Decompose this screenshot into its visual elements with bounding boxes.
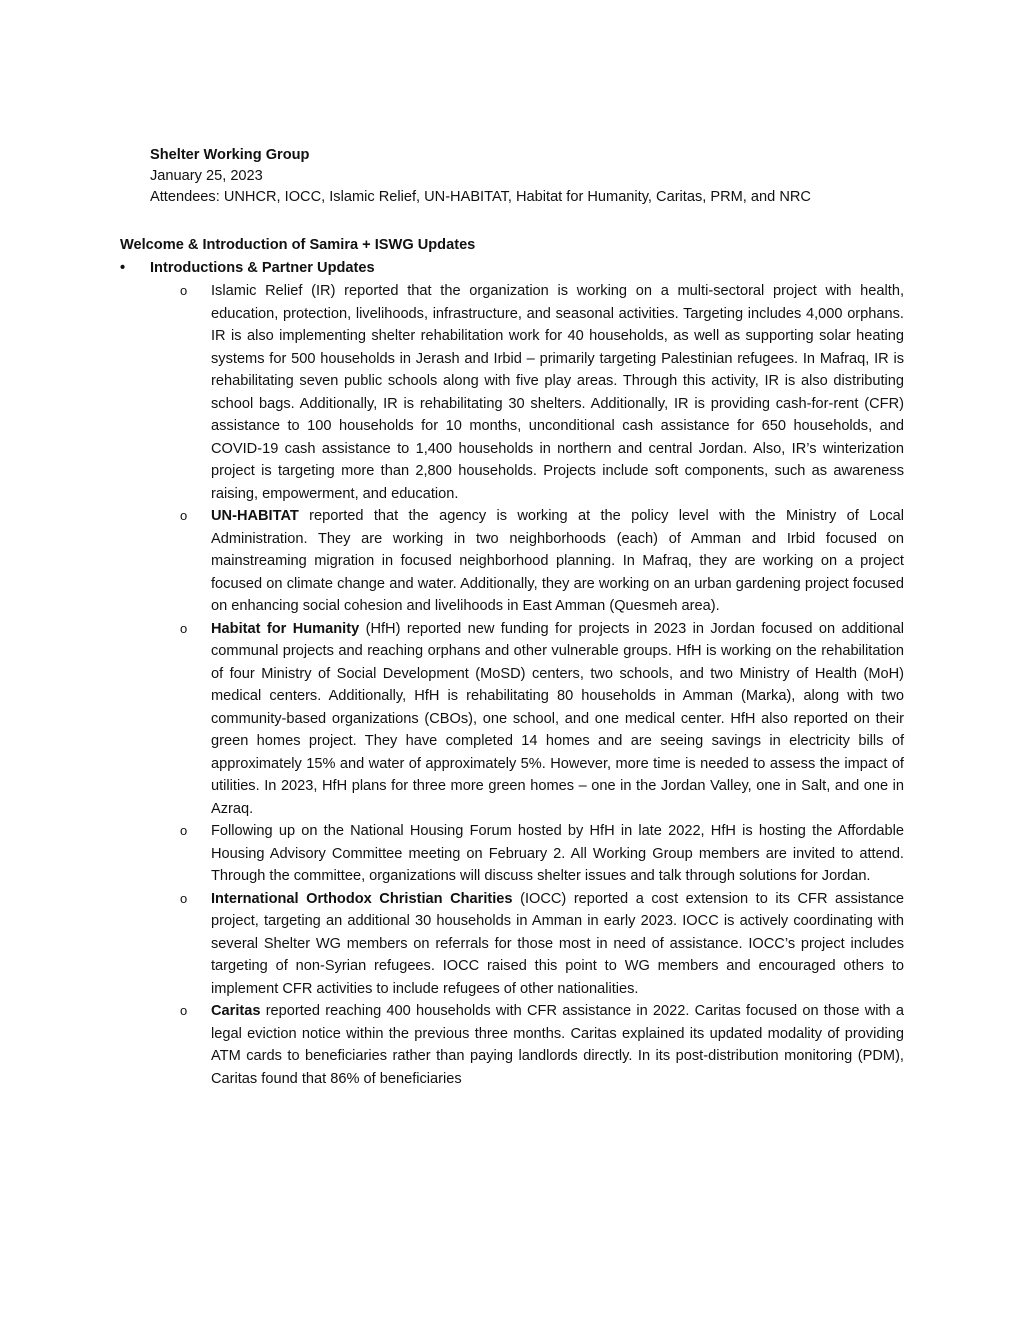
list-marker-icon: o bbox=[180, 890, 188, 906]
item-text: Following up on the National Housing Forum hosted by HfH in late 2022, HfH is hosting the Affordable Housing Advisory Committee meeting on February 2. All Working Group members are invited to attend. Through the committee, organizations will discuss shelter issues and talk through solutions for Jordan. bbox=[211, 823, 904, 884]
meeting-title: Shelter Working Group bbox=[150, 147, 310, 163]
item-text: (HfH) reported new funding for projects in 2023 in Jordan focused on additional communal projects and reaching orphans and other vulnerable groups. HfH is working on the rehabilitation of four Ministry of Social Development (MoSD) centers, two schools, and two Ministry of Health (MoH) medical centers. Additionally, HfH is rehabilitating 80 households in Amman (Marka), along with two community-based organizations (CBOs), one school, and one medical center. HfH also reported on their green homes project. They have completed 14 homes and are seeing savings in electricity bills of approximately 15% and water of approximately 5%. However, more time is needed to assess the impact of utilities. In 2023, HfH plans for three more green homes – one in the Jordan Valley, one in Salt, and one in Azraq. bbox=[211, 620, 904, 817]
item-lead: International Orthodox Christian Charities bbox=[211, 890, 513, 907]
meeting-date: January 25, 2023 bbox=[150, 168, 263, 184]
list-marker-icon: o bbox=[180, 1003, 188, 1018]
list-marker-icon: o bbox=[180, 283, 188, 298]
list-item-iocc bbox=[180, 888, 904, 1001]
list-item-habitat-for-humanity bbox=[180, 618, 904, 821]
bullet-icon: • bbox=[120, 260, 126, 276]
item-text: (IOCC) reported a cost extension to its CFR assistance project, targeting an additional 30 households in Amman in early 2023. IOCC is actively coordinating with several Shelter WG members on referrals for those most in need of assistance. IOCC’s project includes targeting of non-Syrian refugees. IOCC raised this point to WG members and encouraged others to implement CFR activities to include refugees of other nationalities. bbox=[211, 890, 904, 997]
item-lead: Habitat for Humanity bbox=[211, 620, 360, 637]
partner-updates-list bbox=[180, 280, 904, 1090]
list-marker-icon: o bbox=[180, 620, 188, 636]
list-marker-icon: o bbox=[180, 508, 188, 523]
list-item-un-habitat bbox=[180, 505, 904, 618]
list-item-islamic-relief bbox=[180, 280, 904, 505]
item-text: reported reaching 400 households with CFR assistance in 2022. Caritas focused on those with a legal eviction notice within the previous three months. Caritas explained its updated modality of providing ATM cards to beneficiaries rather than paying landlords directly. In its post-distribution monitoring (PDM), Caritas found that 86% of beneficiaries bbox=[211, 1003, 904, 1087]
list-item-caritas bbox=[180, 1000, 904, 1090]
item-text: Islamic Relief (IR) reported that the organization is working on a multi-sectoral project with health, education, protection, livelihoods, infrastructure, and seasonal activities. Targeting includes 4,000 orphans. IR is also implementing shelter rehabilitation work for 40 households, as well as supporting solar heating systems for 500 households in Jerash and Irbid – primarily targeting Palestinian refugees. In Mafraq, IR is rehabilitating seven public schools along with five play areas. Through this activity, IR is also distributing school bags. Additionally, IR is rehabilitating 30 shelters. Additionally, IR is providing cash-for-rent (CFR) assistance to 100 households for 10 months, unconditional cash assistance for 650 households, and COVID-19 cash assistance to 1,400 households in northern and central Jordan. Also, IR’s winterization project is targeting more than 2,800 households. Projects include soft components, such as awareness raising, empowerment, and education. bbox=[211, 283, 904, 502]
item-lead: Caritas bbox=[211, 1003, 261, 1019]
attendees-line: Attendees: UNHCR, IOCC, Islamic Relief, UN-HABITAT, Habitat for Humanity, Caritas, PRM, and NRC bbox=[150, 189, 811, 205]
bullet-label: Introductions & Partner Updates bbox=[150, 260, 375, 276]
item-lead: UN-HABITAT bbox=[211, 508, 299, 524]
meeting-header bbox=[150, 145, 811, 208]
bullet-introductions bbox=[120, 258, 900, 279]
list-marker-icon: o bbox=[180, 823, 188, 838]
section-heading: Welcome & Introduction of Samira + ISWG Updates bbox=[120, 237, 476, 253]
item-text: reported that the agency is working at the policy level with the Ministry of Local Administration. They are working in two neighborhoods (each) of Amman and Irbid focused on mainstreaming migration in focused neighborhood planning. In Mafraq, they are working on a project focused on climate change and water. Additionally, they are working on an urban gardening project focused on enhancing social cohesion and livelihoods in East Amman (Quesmeh area). bbox=[211, 508, 904, 614]
list-item-housing-forum bbox=[180, 820, 904, 888]
